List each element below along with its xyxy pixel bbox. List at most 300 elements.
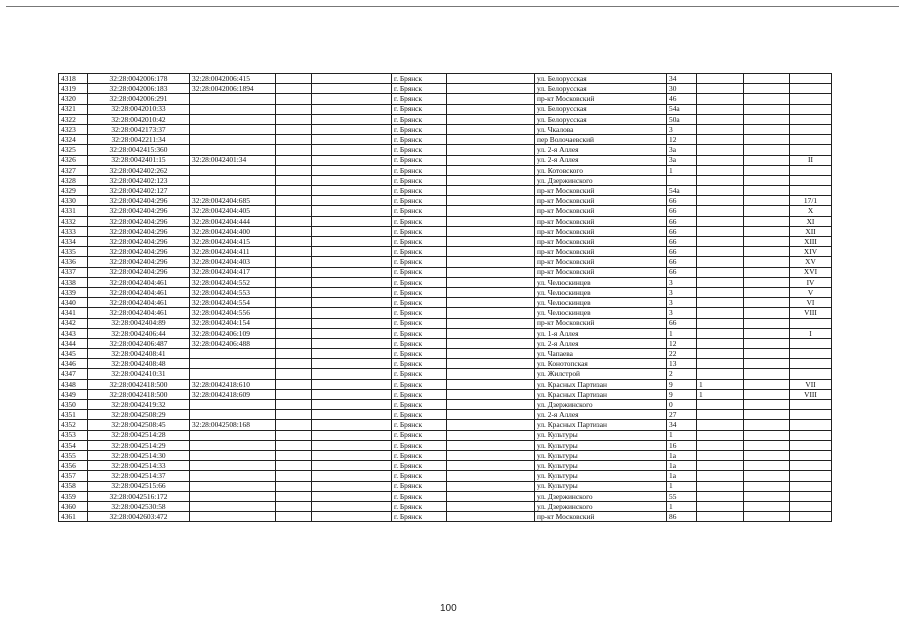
table-cell: г. Брянск (392, 308, 447, 318)
table-cell (744, 318, 790, 328)
table-cell: 66 (667, 267, 697, 277)
table-cell: 32:28:0042404:296 (88, 247, 190, 257)
table-cell (312, 440, 392, 450)
table-cell: 32:28:0042404:685 (190, 196, 276, 206)
table-cell (790, 481, 832, 491)
table-cell (312, 389, 392, 399)
table-cell (790, 124, 832, 134)
table-cell (276, 216, 312, 226)
table-row (59, 450, 832, 460)
table-cell: г. Брянск (392, 369, 447, 379)
table-cell (744, 216, 790, 226)
table-cell (697, 114, 744, 124)
table-cell (790, 338, 832, 348)
table-cell (744, 237, 790, 247)
table-cell (447, 124, 535, 134)
table-cell (276, 84, 312, 94)
table-cell: 1а (667, 461, 697, 471)
table-cell (697, 165, 744, 175)
table-cell: 4323 (59, 124, 88, 134)
table-cell (312, 124, 392, 134)
table-cell (276, 165, 312, 175)
table-cell (744, 124, 790, 134)
table-cell (447, 226, 535, 236)
table-cell (790, 84, 832, 94)
table-row (59, 186, 832, 196)
table-cell: 66 (667, 318, 697, 328)
table-cell: 4338 (59, 277, 88, 287)
table-cell: пр-кт Московский (535, 94, 667, 104)
table-cell: 27 (667, 410, 697, 420)
table-cell (312, 420, 392, 430)
table-cell: ул. Культуры (535, 440, 667, 450)
table-cell (312, 410, 392, 420)
table-cell (790, 450, 832, 460)
table-cell (790, 461, 832, 471)
table-cell: ул. Культуры (535, 430, 667, 440)
table-cell (790, 359, 832, 369)
table-cell (447, 430, 535, 440)
table-cell: 32:28:0042404:461 (88, 308, 190, 318)
table-cell (744, 450, 790, 460)
table-cell (447, 369, 535, 379)
table-cell: XV (790, 257, 832, 267)
table-cell: 32:28:0042404:417 (190, 267, 276, 277)
table-cell: XVI (790, 267, 832, 277)
table-cell: 50а (667, 114, 697, 124)
table-cell: 4330 (59, 196, 88, 206)
table-cell: ул. Культуры (535, 461, 667, 471)
table-row (59, 501, 832, 511)
table-cell (190, 114, 276, 124)
table-cell (790, 74, 832, 84)
table-cell (697, 349, 744, 359)
table-cell: 66 (667, 206, 697, 216)
table-cell: 1а (667, 471, 697, 481)
table-cell: ул. Челюскинцев (535, 308, 667, 318)
table-cell: г. Брянск (392, 501, 447, 511)
table-row (59, 104, 832, 114)
table-cell (312, 359, 392, 369)
table-cell (276, 512, 312, 522)
table-cell (447, 165, 535, 175)
table-cell (276, 308, 312, 318)
table-cell (744, 175, 790, 185)
table-cell: ул. Жилстрой (535, 369, 667, 379)
table-cell (697, 359, 744, 369)
table-cell: ул. Дзержинского (535, 400, 667, 410)
table-cell (312, 400, 392, 410)
table-cell: 4342 (59, 318, 88, 328)
table-cell (312, 338, 392, 348)
table-row (59, 277, 832, 287)
table-cell: 4335 (59, 247, 88, 257)
table-cell (744, 461, 790, 471)
table-cell: ул. 2-я Аллея (535, 145, 667, 155)
table-cell: г. Брянск (392, 400, 447, 410)
table-cell (744, 155, 790, 165)
table-cell (312, 328, 392, 338)
table-row (59, 328, 832, 338)
table-cell: пр-кт Московский (535, 247, 667, 257)
table-cell: ул. Белорусская (535, 104, 667, 114)
table-cell: г. Брянск (392, 450, 447, 460)
table-cell: 12 (667, 338, 697, 348)
table-cell (190, 481, 276, 491)
table-cell (744, 379, 790, 389)
registry-table-body (59, 74, 832, 522)
table-row (59, 84, 832, 94)
table-cell (190, 135, 276, 145)
table-cell: 32:28:0042404:296 (88, 226, 190, 236)
table-cell: г. Брянск (392, 430, 447, 440)
table-cell (312, 512, 392, 522)
table-cell: 4355 (59, 450, 88, 460)
table-cell (697, 196, 744, 206)
table-cell: г. Брянск (392, 277, 447, 287)
table-cell: 3а (667, 155, 697, 165)
table-cell (276, 420, 312, 430)
table-cell: XI (790, 216, 832, 226)
table-cell: 4350 (59, 400, 88, 410)
table-cell (447, 74, 535, 84)
table-cell: X (790, 206, 832, 216)
table-row (59, 471, 832, 481)
table-cell (447, 400, 535, 410)
table-cell (312, 287, 392, 297)
table-cell (447, 318, 535, 328)
table-cell: 32:28:0042404:296 (88, 237, 190, 247)
table-cell: ул. Культуры (535, 471, 667, 481)
table-cell: г. Брянск (392, 267, 447, 277)
table-cell (744, 308, 790, 318)
table-cell (447, 247, 535, 257)
table-cell: ул. Челюскинцев (535, 298, 667, 308)
table-cell: 1 (697, 379, 744, 389)
table-cell (697, 145, 744, 155)
table-cell (697, 430, 744, 440)
table-cell: I (790, 328, 832, 338)
table-cell: 22 (667, 349, 697, 359)
table-cell (697, 338, 744, 348)
table-cell: пр-кт Московский (535, 318, 667, 328)
table-cell: 4360 (59, 501, 88, 511)
table-cell (697, 84, 744, 94)
table-cell: 4357 (59, 471, 88, 481)
table-cell (447, 114, 535, 124)
table-cell (276, 267, 312, 277)
table-row (59, 369, 832, 379)
table-cell: 4348 (59, 379, 88, 389)
table-cell (190, 400, 276, 410)
table-cell: XIV (790, 247, 832, 257)
table-cell: 32:28:0042006:415 (190, 74, 276, 84)
table-row (59, 114, 832, 124)
table-cell: г. Брянск (392, 84, 447, 94)
table-row (59, 359, 832, 369)
table-cell (276, 349, 312, 359)
table-cell (447, 440, 535, 450)
table-cell (276, 461, 312, 471)
top-border-line (6, 6, 899, 7)
table-cell: ул. Чкалова (535, 124, 667, 134)
table-cell (790, 186, 832, 196)
table-cell (447, 277, 535, 287)
table-cell: 32:28:0042514:37 (88, 471, 190, 481)
table-cell: 32:28:0042516:172 (88, 491, 190, 501)
table-cell (190, 349, 276, 359)
table-cell (276, 155, 312, 165)
table-cell (744, 135, 790, 145)
table-cell: г. Брянск (392, 318, 447, 328)
table-cell: 34 (667, 420, 697, 430)
table-cell: 32:28:0042404:89 (88, 318, 190, 328)
table-cell: 4349 (59, 389, 88, 399)
table-cell: 3 (667, 298, 697, 308)
table-cell: пр-кт Московский (535, 186, 667, 196)
table-cell: 1 (667, 430, 697, 440)
table-cell: г. Брянск (392, 145, 447, 155)
table-cell: ул. Культуры (535, 450, 667, 460)
table-cell (312, 471, 392, 481)
table-cell (312, 491, 392, 501)
table-cell (190, 94, 276, 104)
table-cell: 4334 (59, 237, 88, 247)
table-cell (697, 471, 744, 481)
table-cell: г. Брянск (392, 512, 447, 522)
table-cell (790, 175, 832, 185)
table-cell (744, 491, 790, 501)
table-cell: пр-кт Московский (535, 512, 667, 522)
table-cell: 32:28:0042404:296 (88, 196, 190, 206)
table-cell (276, 145, 312, 155)
table-cell (790, 104, 832, 114)
table-cell (276, 206, 312, 216)
table-cell: пер Волочаевский (535, 135, 667, 145)
table-cell (190, 410, 276, 420)
table-cell: г. Брянск (392, 389, 447, 399)
table-cell (744, 186, 790, 196)
table-cell: ул. Дзержинского (535, 501, 667, 511)
table-cell: 4328 (59, 175, 88, 185)
table-cell: 32:28:0042419:32 (88, 400, 190, 410)
table-row (59, 400, 832, 410)
table-row (59, 257, 832, 267)
table-cell: г. Брянск (392, 226, 447, 236)
table-cell (697, 420, 744, 430)
table-cell (447, 287, 535, 297)
table-cell: ул. Дзержинского (535, 175, 667, 185)
table-cell (447, 94, 535, 104)
table-cell (312, 277, 392, 287)
table-cell: II (790, 155, 832, 165)
table-cell (667, 175, 697, 185)
table-cell: 4327 (59, 165, 88, 175)
table-cell (312, 308, 392, 318)
table-cell: г. Брянск (392, 124, 447, 134)
table-row (59, 74, 832, 84)
table-row (59, 124, 832, 134)
table-cell (697, 461, 744, 471)
table-cell (312, 369, 392, 379)
table-cell (447, 359, 535, 369)
table-cell (697, 328, 744, 338)
table-cell (312, 481, 392, 491)
table-cell (447, 491, 535, 501)
table-cell: 32:28:0042406:488 (190, 338, 276, 348)
table-cell (790, 440, 832, 450)
table-cell: 32:28:0042404:415 (190, 237, 276, 247)
table-cell: XII (790, 226, 832, 236)
table-cell (697, 298, 744, 308)
table-cell (276, 440, 312, 450)
table-cell (190, 124, 276, 134)
table-cell: ул. Красных Партизан (535, 389, 667, 399)
table-cell: г. Брянск (392, 104, 447, 114)
table-cell: 86 (667, 512, 697, 522)
table-cell (276, 430, 312, 440)
table-cell: 32:28:0042404:400 (190, 226, 276, 236)
table-cell (312, 155, 392, 165)
table-cell: г. Брянск (392, 287, 447, 297)
table-cell: ул. Челюскинцев (535, 277, 667, 287)
table-cell (744, 359, 790, 369)
table-cell (190, 512, 276, 522)
table-cell: 16 (667, 440, 697, 450)
table-cell (697, 410, 744, 420)
table-cell (697, 400, 744, 410)
table-row (59, 461, 832, 471)
table-cell (190, 430, 276, 440)
table-cell: 4340 (59, 298, 88, 308)
table-cell: 32:28:0042408:41 (88, 349, 190, 359)
table-cell: г. Брянск (392, 165, 447, 175)
table-cell: 3а (667, 145, 697, 155)
table-cell: 4347 (59, 369, 88, 379)
table-cell (697, 216, 744, 226)
table-cell (276, 175, 312, 185)
table-cell (276, 338, 312, 348)
table-cell (276, 481, 312, 491)
table-cell (276, 491, 312, 501)
table-cell (447, 389, 535, 399)
table-cell (312, 135, 392, 145)
table-cell (744, 298, 790, 308)
table-cell: 32:28:0042211:34 (88, 135, 190, 145)
table-cell: VII (790, 379, 832, 389)
table-cell (312, 349, 392, 359)
table-cell: 32:28:0042402:262 (88, 165, 190, 175)
table-cell: 4353 (59, 430, 88, 440)
table-cell (697, 247, 744, 257)
table-cell (697, 318, 744, 328)
table-cell: 32:28:0042508:168 (190, 420, 276, 430)
table-cell: 32:28:0042006:178 (88, 74, 190, 84)
table-cell (447, 257, 535, 267)
table-cell: 1а (667, 450, 697, 460)
table-cell (190, 461, 276, 471)
table-cell (276, 328, 312, 338)
table-cell: 3 (667, 287, 697, 297)
table-cell (744, 277, 790, 287)
table-cell: 9 (667, 389, 697, 399)
table-cell (447, 349, 535, 359)
table-cell: 32:28:0042408:48 (88, 359, 190, 369)
table-cell (190, 440, 276, 450)
table-row (59, 216, 832, 226)
table-row (59, 94, 832, 104)
table-cell (312, 165, 392, 175)
table-cell: 32:28:0042404:403 (190, 257, 276, 267)
table-cell: 32:28:0042404:556 (190, 308, 276, 318)
table-cell: г. Брянск (392, 257, 447, 267)
table-cell: 9 (667, 379, 697, 389)
table-cell (447, 450, 535, 460)
table-cell (190, 501, 276, 511)
table-cell (447, 186, 535, 196)
table-cell (276, 104, 312, 114)
table-cell: 4321 (59, 104, 88, 114)
table-cell: 32:28:0042404:444 (190, 216, 276, 226)
table-cell: 32:28:0042010:33 (88, 104, 190, 114)
table-row (59, 196, 832, 206)
table-cell (312, 104, 392, 114)
table-cell (276, 318, 312, 328)
table-cell: 4322 (59, 114, 88, 124)
table-cell: 32:28:0042603:472 (88, 512, 190, 522)
table-cell (697, 94, 744, 104)
table-cell (744, 196, 790, 206)
table-cell (312, 237, 392, 247)
table-cell (697, 257, 744, 267)
table-cell (790, 114, 832, 124)
table-cell: 66 (667, 216, 697, 226)
table-cell: ул. 2-я Аллея (535, 338, 667, 348)
table-cell: г. Брянск (392, 155, 447, 165)
table-cell (312, 114, 392, 124)
table-cell (312, 206, 392, 216)
table-cell: ул. Котовского (535, 165, 667, 175)
table-cell (276, 389, 312, 399)
table-cell: 32:28:0042515:66 (88, 481, 190, 491)
table-cell (447, 298, 535, 308)
table-cell: 32:28:0042418:609 (190, 389, 276, 399)
table-cell (276, 196, 312, 206)
table-cell (447, 237, 535, 247)
table-cell: 4344 (59, 338, 88, 348)
table-cell (276, 94, 312, 104)
table-cell (447, 267, 535, 277)
table-cell: г. Брянск (392, 328, 447, 338)
table-cell: г. Брянск (392, 74, 447, 84)
table-cell: г. Брянск (392, 237, 447, 247)
table-cell (744, 440, 790, 450)
table-cell (697, 135, 744, 145)
table-cell: 4329 (59, 186, 88, 196)
table-cell: 32:28:0042530:58 (88, 501, 190, 511)
table-cell (312, 226, 392, 236)
table-cell (447, 461, 535, 471)
table-cell: XIII (790, 237, 832, 247)
table-cell (744, 226, 790, 236)
table-cell: г. Брянск (392, 114, 447, 124)
table-cell: пр-кт Московский (535, 257, 667, 267)
table-cell (790, 400, 832, 410)
table-cell (697, 512, 744, 522)
table-cell (790, 430, 832, 440)
table-cell (190, 175, 276, 185)
table-cell (312, 318, 392, 328)
